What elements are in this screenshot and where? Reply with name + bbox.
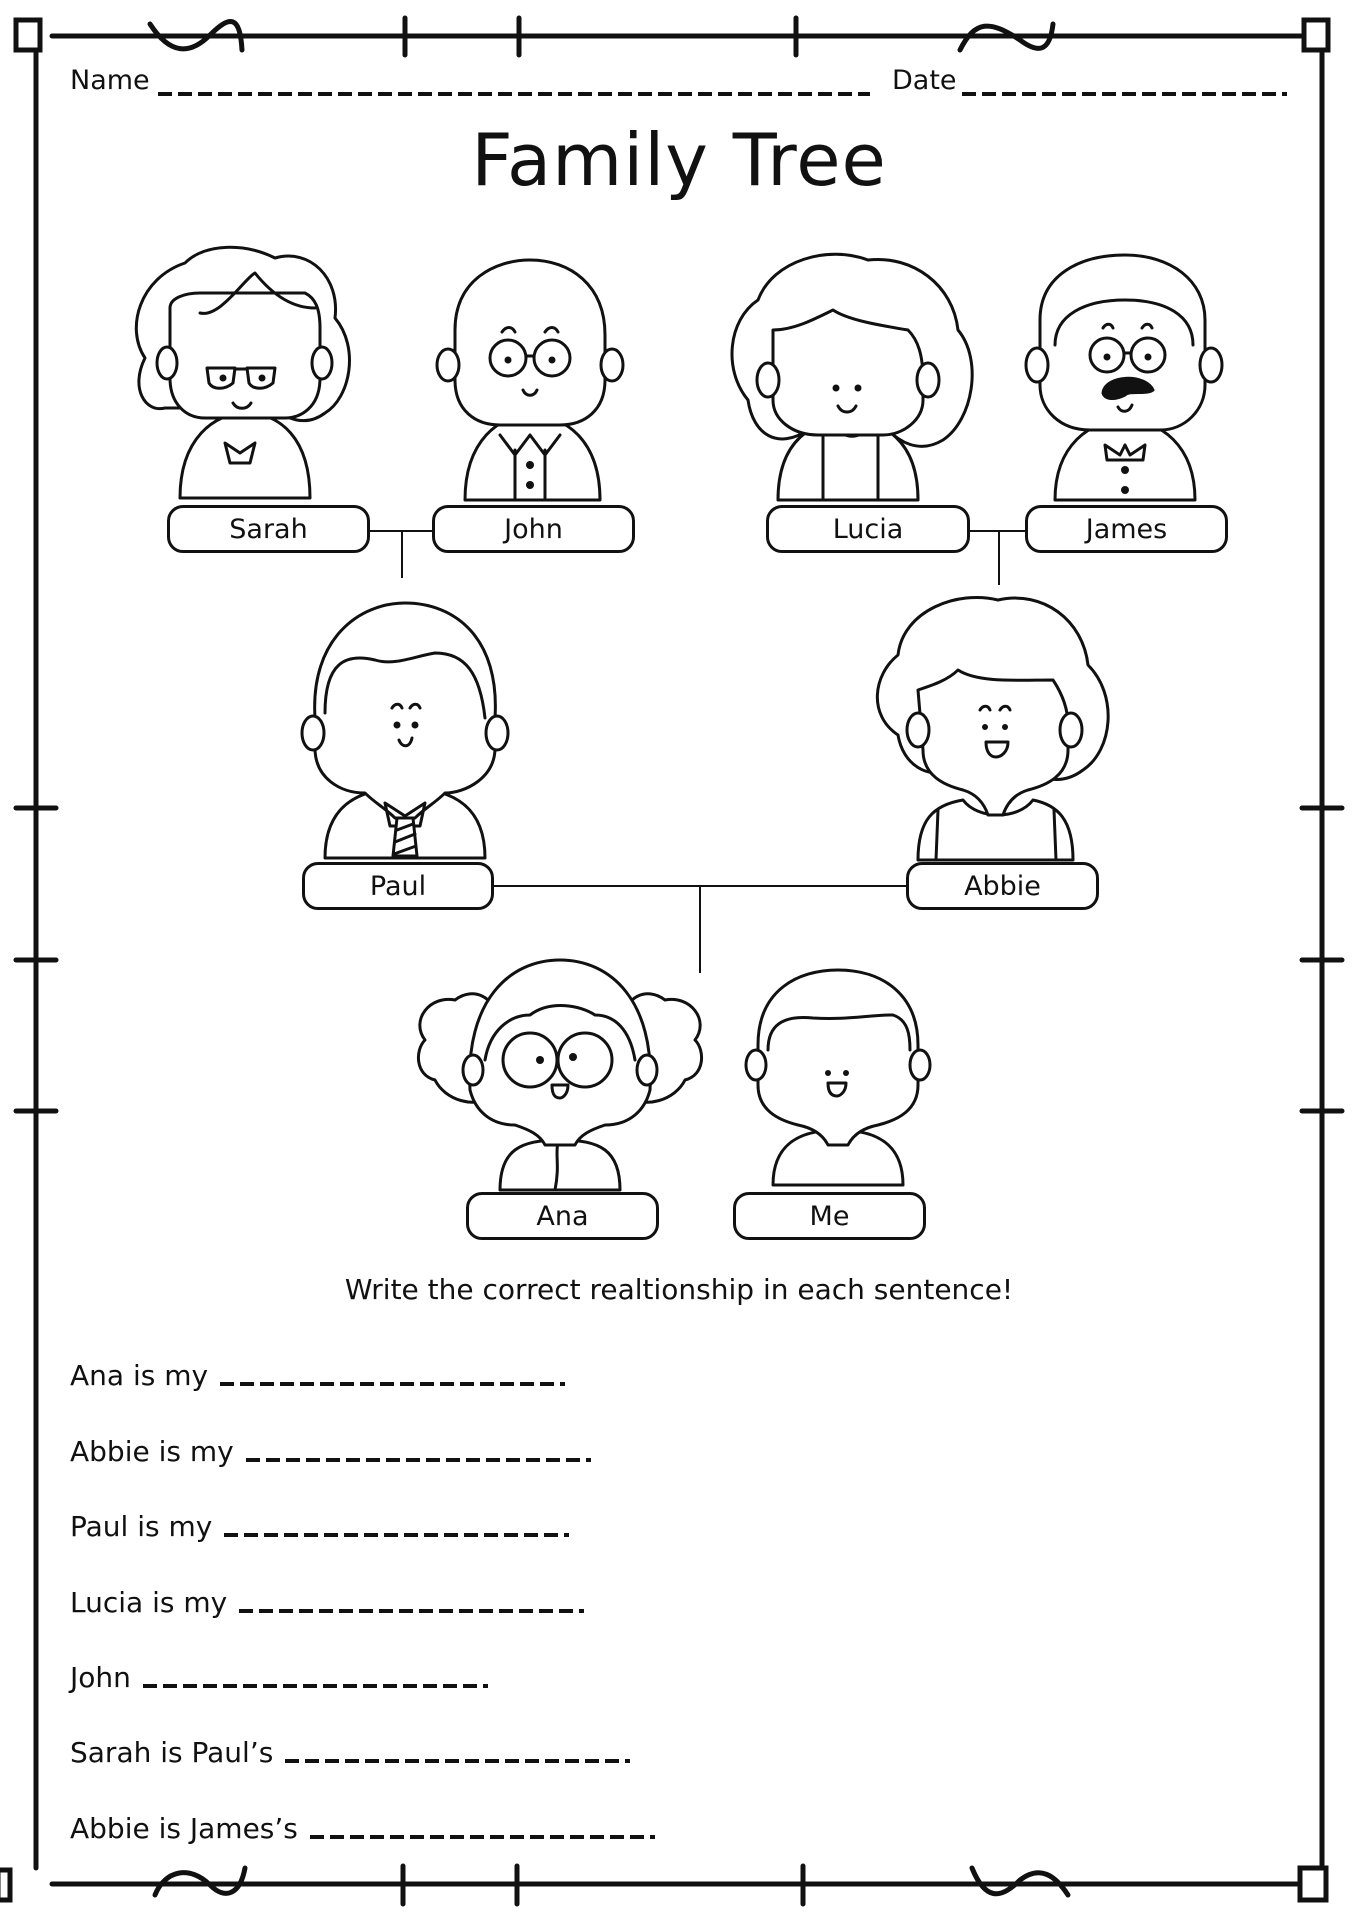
girl-glasses-pigtails-icon xyxy=(410,960,710,1200)
question-row xyxy=(70,1805,655,1845)
name-label: Name xyxy=(70,65,150,96)
answer-blank[interactable] xyxy=(246,1458,591,1462)
name-box-ana: Ana xyxy=(466,1192,659,1240)
name-box-james: James xyxy=(1025,505,1228,553)
date-label: Date xyxy=(892,65,957,96)
name-box-john: John xyxy=(432,505,635,553)
answer-blank[interactable] xyxy=(143,1684,488,1688)
connector-sarah-john-down xyxy=(401,530,403,578)
mother-curly-hair-icon xyxy=(858,585,1138,870)
question-text: Paul is my xyxy=(70,1510,213,1543)
answer-blank[interactable] xyxy=(224,1533,569,1537)
name-box-paul: Paul xyxy=(302,862,494,910)
answer-blank[interactable] xyxy=(285,1759,630,1763)
instructions: Write the correct realtionship in each sentence! xyxy=(344,1273,1014,1306)
name-field[interactable] xyxy=(158,92,870,96)
question-text: Lucia is my xyxy=(70,1586,228,1619)
grandfather-bald-glasses-icon xyxy=(420,250,640,510)
question-row xyxy=(70,1352,565,1392)
grandfather-mustache-glasses-icon xyxy=(1015,245,1235,510)
date-field[interactable] xyxy=(962,92,1287,96)
grandmother-curly-hair-icon xyxy=(718,240,988,510)
boy-child-icon xyxy=(738,970,938,1190)
page-title: Family Tree xyxy=(471,118,887,202)
connector-lucia-james-down xyxy=(998,530,1000,585)
question-text: Sarah is Paul’s xyxy=(70,1736,274,1769)
father-tie-icon xyxy=(285,598,525,868)
name-box-sarah: Sarah xyxy=(167,505,370,553)
answer-blank[interactable] xyxy=(239,1609,584,1613)
question-text: Ana is my xyxy=(70,1359,209,1392)
question-row xyxy=(70,1428,591,1468)
answer-blank[interactable] xyxy=(310,1835,655,1839)
question-row xyxy=(70,1654,488,1694)
question-text: John xyxy=(70,1661,131,1694)
question-text: Abbie is my xyxy=(70,1435,234,1468)
question-text: Abbie is James’s xyxy=(70,1812,298,1845)
grandmother-curly-hair-glasses-icon xyxy=(125,238,365,508)
answer-blank[interactable] xyxy=(220,1382,565,1386)
question-row xyxy=(70,1503,569,1543)
name-box-lucia: Lucia xyxy=(766,505,970,553)
question-row xyxy=(70,1729,630,1769)
question-row xyxy=(70,1579,584,1619)
name-box-me: Me xyxy=(733,1192,926,1240)
name-box-abbie: Abbie xyxy=(906,862,1099,910)
